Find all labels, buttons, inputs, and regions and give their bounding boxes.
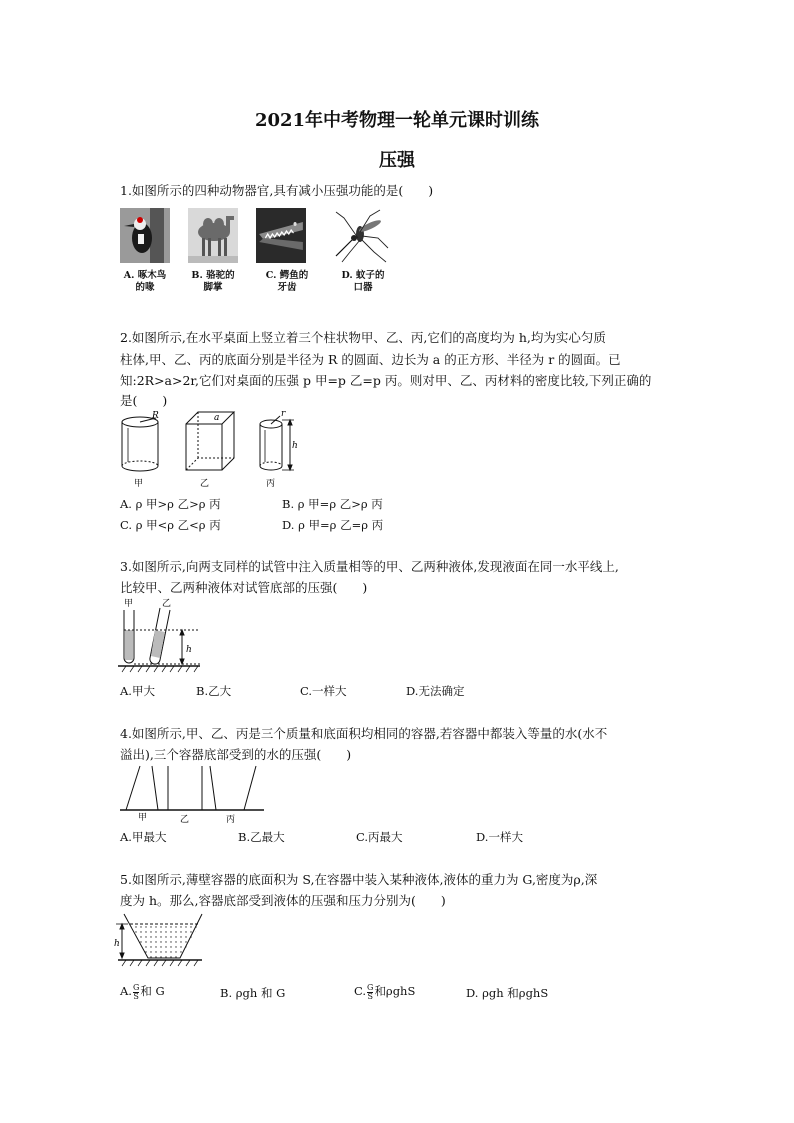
tube-label-yi: 乙 [162, 599, 172, 609]
depth-label-h: h [114, 939, 120, 949]
q3-test-tubes-figure [116, 596, 206, 672]
tube-label-h: h [186, 645, 192, 655]
label-jia: 甲 [134, 479, 144, 489]
q5-option-c-prefix: C. [354, 984, 367, 998]
label-R: R [152, 411, 159, 421]
q5-c-denominator: S [367, 991, 373, 1001]
q2-option-c: C. ρ 甲<ρ 乙<ρ 丙 [120, 518, 221, 532]
woodpecker-image [120, 208, 170, 263]
section-title: 压强 [379, 150, 415, 171]
label-yi: 乙 [200, 479, 210, 489]
q2-solids-figure [114, 408, 314, 490]
page-title: 2021年中考物理一轮单元课时训练 [254, 110, 540, 131]
q5-option-a-fraction [133, 984, 139, 1001]
caption-b: B. 骆驼的 [191, 270, 235, 281]
q5-container-figure [114, 910, 204, 970]
crocodile-image [256, 208, 306, 263]
caption-a-2: 的喙 [135, 282, 155, 293]
q4-option-b: B.乙最大 [238, 830, 285, 844]
q4-option-a: A.甲最大 [120, 830, 167, 844]
label-bing: 丙 [266, 479, 276, 489]
q4-containers-figure [118, 764, 268, 826]
container-label-jia: 甲 [138, 813, 148, 823]
label-h: h [292, 441, 298, 451]
camel-image [188, 208, 238, 263]
q4-option-d: D.一样大 [476, 830, 523, 844]
tube-label-jia: 甲 [124, 599, 134, 609]
q5-c-numerator: G [367, 982, 374, 992]
q4-line1: 4.如图所示,甲、乙、丙是三个质量和底面积均相同的容器,若容器中都装入等量的水(水不 [120, 726, 608, 741]
container-label-yi: 乙 [180, 815, 190, 825]
q2-option-a: A. ρ 甲>ρ 乙>ρ 丙 [120, 497, 221, 511]
q3-option-c: C.一样大 [300, 684, 347, 698]
q2-option-d: D. ρ 甲=ρ 乙=ρ 丙 [282, 518, 384, 532]
q2-option-b: B. ρ 甲=ρ 乙>ρ 丙 [282, 497, 383, 511]
caption-c-2: 牙齿 [277, 282, 297, 293]
q3-option-a: A.甲大 [120, 684, 155, 698]
q4-option-c: C.丙最大 [356, 830, 403, 844]
caption-d: D. 蚊子的 [341, 270, 385, 281]
q5-line1: 5.如图所示,薄壁容器的底面积为 S,在容器中装入某种液体,液体的重力为 G,密度为ρ,深 [120, 872, 598, 887]
q2-line4: 是( ) [120, 393, 168, 408]
q3-line1: 3.如图所示,向两支同样的试管中注入质量相等的甲、乙两种液体,发现液面在同一水平线上, [120, 559, 619, 574]
caption-c: C. 鳄鱼的 [265, 270, 309, 281]
q5-line2: 度为 h。那么,容器底部受到液体的压强和压力分别为( ) [120, 893, 446, 908]
q2-line1: 2.如图所示,在水平桌面上竖立着三个柱状物甲、乙、丙,它们的高度均为 h,均为实心匀质 [120, 330, 606, 345]
q5-option-a [120, 983, 165, 1001]
caption-b-2: 脚掌 [203, 282, 223, 293]
q2-line3: 知:2R>a>2r,它们对桌面的压强 p 甲=p 乙=p 丙。则对甲、乙、丙材料的密度比较,下列正确的 [120, 373, 652, 388]
q3-option-d: D.无法确定 [406, 684, 465, 698]
label-r: r [281, 409, 286, 419]
q3-line2: 比较甲、乙两种液体对试管底部的压强( ) [120, 580, 368, 595]
q4-line2: 溢出),三个容器底部受到的水的压强( ) [120, 747, 352, 762]
q1-stem: 1.如图所示的四种动物器官,具有减小压强功能的是( ) [120, 183, 434, 198]
q5-option-c [354, 983, 415, 1001]
q5-option-a-suffix: 和 G [140, 984, 165, 998]
q3-option-b: B.乙大 [196, 684, 232, 698]
q5-option-c-suffix: 和ρghS [374, 984, 416, 998]
label-a: a [214, 413, 220, 423]
q5-a-denominator: S [133, 991, 139, 1001]
caption-a: A. 啄木鸟 [123, 270, 167, 281]
caption-d-2: 口器 [353, 282, 373, 293]
q5-option-a-prefix: A. [120, 984, 132, 998]
q5-a-numerator: G [132, 982, 140, 992]
q5-option-c-fraction [367, 984, 373, 1001]
q2-line2: 柱体,甲、乙、丙的底面分别是半径为 R 的圆面、边长为 a 的正方形、半径为 r 的圆面。已 [120, 352, 621, 367]
container-label-bing: 丙 [226, 815, 236, 825]
q5-option-b: B. ρgh 和 G [220, 986, 286, 1000]
q5-option-d: D. ρgh 和ρghS [466, 986, 549, 1000]
mosquito-image [330, 208, 390, 263]
